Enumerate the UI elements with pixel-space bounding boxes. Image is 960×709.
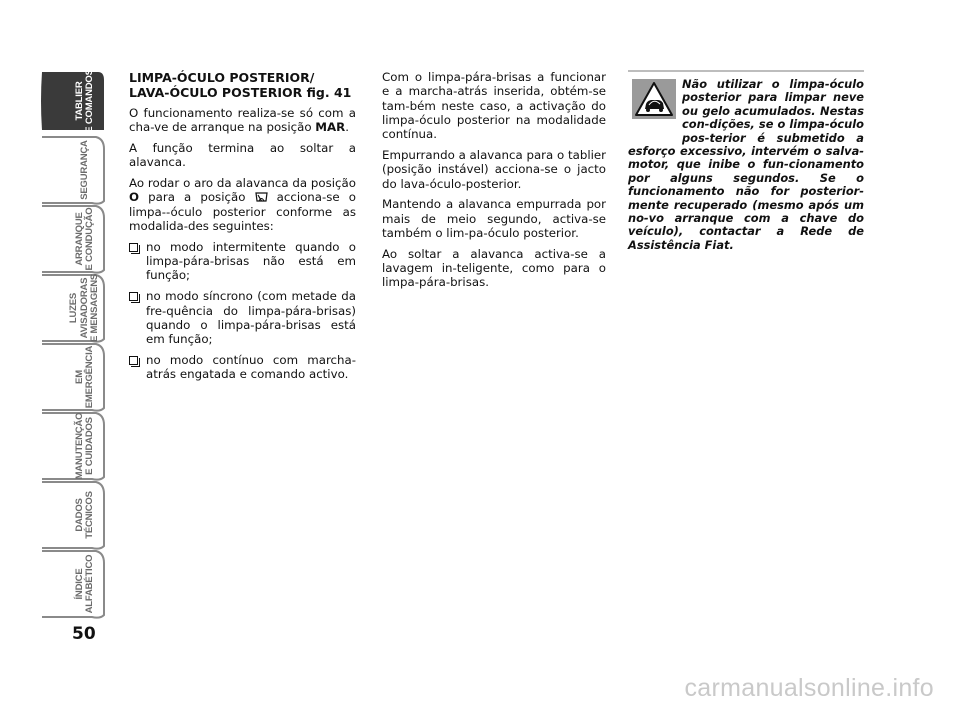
paragraph: Empurrando a alavanca para o tablier (posição instável) acciona-se o jacto do lava-óculo-posterior. <box>382 147 606 191</box>
divider <box>628 70 864 72</box>
tab-label: DADOS TÉCNICOS <box>73 491 95 539</box>
tab-luzes-avisadoras[interactable] <box>40 273 106 343</box>
tab-label: MANUTENÇÃO E CUIDADOS <box>73 412 95 480</box>
list-item <box>129 353 356 382</box>
tab-manutencao-cuidados[interactable] <box>40 411 106 481</box>
tab-label: ARRANQUE E CONDUÇÃO <box>73 207 95 271</box>
tab-indice-alfabetico[interactable] <box>40 549 106 619</box>
position-o-symbol: O <box>129 190 140 205</box>
tab-dados-tecnicos[interactable] <box>40 480 106 550</box>
section-title <box>129 70 356 100</box>
tab-em-emergencia[interactable] <box>40 342 106 412</box>
tab-label: SEGURANÇA <box>78 140 90 200</box>
page-number: 50 <box>72 624 96 644</box>
paragraph: Mantendo a alavanca empurrada por mais de meio segundo, activa-se também o lim-pa-óculo posterior. <box>382 197 606 240</box>
section-title-line2: LAVA-ÓCULO POSTERIOR fig. 41 <box>129 85 352 100</box>
tab-seguranca[interactable] <box>40 135 106 205</box>
tab-label: LUZES AVISADORAS E MENSAGENS <box>68 274 101 343</box>
warning-triangle-car-icon <box>632 79 676 119</box>
paragraph: Ao soltar a alavanca activa-se a lavagem in-teligente, como para o limpa-pára-brisas. <box>382 246 606 290</box>
checkbox-bullet-icon <box>129 243 138 252</box>
paragraph-text: Ao rodar o aro da alavanca da posição <box>129 176 356 191</box>
checkbox-bullet-icon <box>129 356 138 365</box>
list-item-text: no modo intermitente quando o limpa-pára-brisas não está em função; <box>146 239 356 283</box>
list-item-text: no modo síncrono (com metade da fre-quência do limpa-pára-brisas) quando o limpa-pára-brisas está em função; <box>146 289 356 347</box>
paragraph-text: O funcionamento realiza-se só com a cha-ve de arranque na posição <box>129 106 356 135</box>
list-item <box>129 240 356 283</box>
paragraph <box>129 106 356 135</box>
tab-label: EM EMERGÊNCIA <box>73 345 95 409</box>
tab-label: ÍNDICE ALFABÉTICO <box>73 554 95 614</box>
paragraph <box>129 176 356 233</box>
paragraph-text: para a posição <box>139 190 255 205</box>
paragraph: Com o limpa-pára-brisas a funcionar e a marcha-atrás inserida, obtém-se tam-bém neste caso, a activação do limpa-óculo posterior na modalidade contínua. <box>382 70 606 142</box>
rear-wiper-icon <box>255 191 268 203</box>
watermark: carmanualsonline.info <box>684 674 934 702</box>
checkbox-bullet-icon <box>129 292 138 301</box>
list-item <box>129 289 356 346</box>
paragraph: A função termina ao soltar a alavanca. <box>129 141 356 170</box>
key-position-mar: MAR <box>315 120 346 135</box>
tab-tablier-comandos[interactable] <box>40 66 106 136</box>
list-item-text: no modo contínuo com marcha-atrás engatada e comando activo. <box>146 352 356 382</box>
section-title-line1: LIMPA-ÓCULO POSTERIOR/ <box>129 70 315 85</box>
text-column-1 <box>129 70 356 388</box>
paragraph-text: acciona-se o limpa--óculo posterior conforme as modalida-des seguintes: <box>129 190 356 234</box>
bullet-list <box>129 240 356 382</box>
text-column-2 <box>382 70 606 296</box>
sidebar <box>40 66 106 618</box>
warning-text: Não utilizar o limpa-óculo posterior para limpar neve ou gelo acumulados. Nestas con-dições, se o limpa-óculo pos-terior é submetido a esforço excessivo, intervém o salva-motor, que inibe o fun-cionamento por alguns segundos. Se o funcionamento não for posterior-mente recuperado (mesmo após um no-vo arranque com a chave do veículo), contactar a Rede de Assistência Fiat. <box>628 77 864 252</box>
warning-box <box>628 70 864 252</box>
tab-arranque-conducao[interactable] <box>40 204 106 274</box>
tab-label: TABLIER E COMANDOS <box>73 69 95 133</box>
paragraph-end: . <box>345 120 349 135</box>
